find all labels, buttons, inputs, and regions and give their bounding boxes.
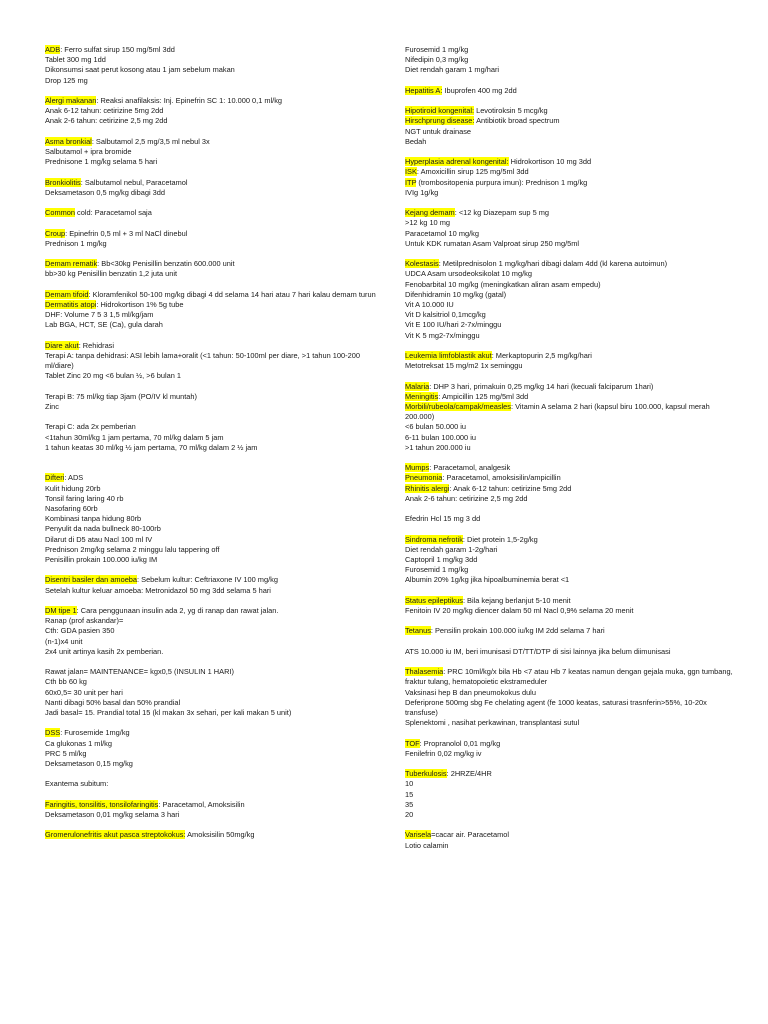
condition-highlight: Faringitis, tonsilitis, tonsilofaringitis (45, 799, 159, 809)
left-column (45, 45, 380, 851)
text-line: Anak 6-12 tahun: cetirizine 5mg 2dd (45, 106, 164, 116)
text-line (45, 341, 380, 351)
right-column (405, 45, 740, 861)
treatment-text: cold: Paracetamol saja (74, 208, 152, 218)
condition-highlight: Demam tifoid (45, 289, 89, 299)
text-line: Furosemid 1 mg/kg (405, 565, 469, 575)
text-line: Deksametason 0,15 mg/kg (45, 758, 133, 768)
text-line: Terapi C: ada 2x pemberian (45, 422, 136, 432)
text-line (405, 484, 740, 494)
treatment-text: : Paracetamol, Amoksisilin (158, 799, 245, 809)
text-line (405, 382, 740, 392)
drug-entry (405, 514, 740, 524)
text-line: Anak 2-6 tahun: cetirizine 2,5 mg 2dd (405, 493, 528, 503)
text-line: Tablet Zinc 20 mg <6 bulan ½, >6 bulan 1 (45, 371, 181, 381)
condition-highlight: Hyperplasia adrenal kongenital: (405, 157, 509, 167)
drug-entry (45, 208, 380, 218)
text-line: Ca glukonas 1 ml/kg (45, 738, 112, 748)
text-line: Tonsil faring laring 40 rb (45, 493, 124, 503)
text-line (45, 830, 380, 840)
condition-highlight: Mumps (405, 463, 430, 473)
treatment-text: : DHP 3 hari, primakuin 0,25 mg/kg 14 hari (kecuali falciparum 1hari) (429, 381, 654, 391)
condition-highlight: Kolestasis (405, 259, 439, 269)
drug-entry (45, 606, 380, 657)
text-line (45, 606, 380, 616)
text-line: Jadi basal= 15. Prandial total 15 (kl makan 3x sehari, per kali makan 5 unit) (45, 707, 292, 717)
text-line (45, 229, 380, 239)
text-line (405, 392, 740, 402)
condition-highlight: Dermatitis atopi (45, 299, 97, 309)
text-line: Metotreksat 15 mg/m2 1x seminggu (405, 361, 523, 371)
drug-entry (405, 739, 740, 759)
text-line (45, 178, 380, 188)
treatment-text: : Diet protein 1,5-2g/kg (462, 534, 538, 544)
text-line: Fenitoin IV 20 mg/kg diencer dalam 50 ml Nacl 0,9% selama 20 menit (405, 606, 634, 615)
treatment-text: : Bila kejang berlanjut 5-10 menit (462, 595, 571, 605)
treatment-text: : Anak 6-12 tahun: cetirizine 5mg 2dd (449, 483, 572, 493)
text-line (45, 473, 380, 483)
drug-entry (405, 106, 740, 147)
condition-highlight: Leukemia limfoblastik akut (405, 351, 492, 360)
drug-entry (405, 667, 740, 728)
drug-entry (405, 647, 740, 657)
text-line: Furosemid 1 mg/kg (405, 45, 469, 54)
treatment-text: : Propranolol 0,01 mg/kg (419, 738, 501, 748)
text-line: Vit E 100 IU/hari 2-7x/minggu (405, 320, 502, 330)
text-line: Vit K 5 mg2-7x/minggu (405, 330, 480, 340)
condition-highlight: DM tipe 1 (45, 605, 77, 615)
condition-highlight: ITP (405, 177, 417, 187)
condition-highlight: Rhinitis alergi (405, 483, 450, 493)
treatment-text: : Vitamin A selama 2 hari (kapsul biru 100.000, kapsul merah 200.000) (405, 402, 710, 422)
text-line (405, 259, 740, 269)
text-line: Lab BGA, HCT, SE (Ca), gula darah (45, 320, 163, 330)
text-line: Difenhidramin 10 mg/kg (gatal) (405, 289, 507, 299)
drug-entry (45, 575, 380, 595)
condition-highlight: Alergi makanan (45, 96, 97, 105)
text-line: Nasofaring 60rb (45, 503, 98, 513)
text-line: Exantema subitum: (45, 779, 109, 789)
condition-highlight: Hirschprung disease: (405, 116, 475, 126)
text-line (405, 178, 740, 188)
condition-highlight: Meningitis (405, 391, 439, 401)
text-line (45, 45, 380, 55)
text-line (45, 575, 380, 585)
text-line (405, 626, 740, 636)
text-line (45, 800, 380, 810)
text-line: >12 kg 10 mg (405, 218, 450, 228)
text-line (405, 106, 740, 116)
condition-highlight: Common (45, 208, 75, 218)
treatment-text: : Amoxicillin sirup 125 mg/5ml 3dd (416, 167, 529, 177)
text-line: Drop 125 mg (45, 75, 88, 85)
text-line: Nanti dibagi 50% basal dan 50% prandial (45, 697, 181, 707)
drug-entry (45, 779, 380, 789)
treatment-text: : Pensilin prokain 100.000 iu/kg IM 2dd selama 7 hari (430, 626, 605, 636)
drug-entry (405, 259, 740, 341)
drug-entry (405, 463, 740, 504)
treatment-text: : Paracetamol, analgesik (429, 463, 511, 473)
treatment-text: Ibuprofen 400 mg 2dd (442, 85, 517, 95)
condition-highlight: Difteri (45, 473, 65, 483)
condition-highlight: Bronkiolitis (45, 177, 81, 187)
drug-entry (45, 178, 380, 198)
text-line: (n-1)x4 unit (45, 636, 83, 646)
treatment-text: : Rehidrasi (78, 340, 115, 350)
text-line: Bedah (405, 136, 427, 146)
condition-highlight: Hepatitis A: (405, 85, 443, 95)
drug-entry (405, 535, 740, 586)
text-line: 1 tahun keatas 30 ml/kg ½ jam pertama, 70 ml/kg dalam 2 ½ jam (45, 442, 258, 452)
treatment-text: : PRC 10ml/kg/x bila Hb <7 atau Hb 7 keatas namun dengan gejala muka, ggn tumbang, fraktur tulang, hematopoietic ekstrameduler (405, 667, 733, 687)
drug-entry (45, 45, 380, 86)
treatment-text: : Ampicillin 125 mg/5ml 3dd (438, 391, 529, 401)
text-line (45, 96, 380, 106)
text-line: <1tahun 30ml/kg 1 jam pertama, 70 ml/kg dalam 5 jam (45, 432, 224, 442)
condition-highlight: Thalasemia (405, 667, 444, 677)
drug-entry (405, 626, 740, 636)
text-line (405, 86, 740, 96)
drug-entry (45, 422, 380, 463)
text-line: >1 tahun 200.000 iu (405, 442, 471, 452)
text-line: DHF: Volume 7 5 3 1,5 ml/kg/jam (45, 310, 154, 320)
drug-entry (405, 351, 740, 371)
treatment-text: : Paracetamol, amoksisilin/ampicillin (442, 473, 561, 483)
text-line: Albumin 20% 1g/kg jika hipoalbuminemia berat <1 (405, 575, 570, 585)
text-line: IVIg 1g/kg (405, 187, 439, 197)
text-line: Rawat jalan= MAINTENANCE= kgx0,5 (INSULIN 1 HARI) (45, 667, 234, 677)
drug-entry (45, 259, 380, 279)
drug-entry (45, 229, 380, 249)
text-line (405, 596, 740, 606)
drug-entry (45, 728, 380, 769)
drug-entry (405, 208, 740, 249)
drug-entry (405, 830, 740, 850)
text-line: Captopril 1 mg/kg 3dd (405, 555, 478, 564)
text-line: Tablet 300 mg 1dd (45, 55, 106, 65)
condition-highlight: Varisela (405, 830, 432, 840)
drug-entry (45, 290, 380, 331)
text-line: Prednison 1 mg/kg (45, 238, 107, 248)
text-line: Anak 2-6 tahun: cetirizine 2,5 mg 2dd (45, 116, 168, 126)
text-line: Prednisone 1 mg/kg selama 5 hari (45, 157, 158, 167)
text-line: Prednison 2mg/kg selama 2 minggu lalu tappering off (45, 544, 220, 554)
treatment-text: Amoksisilin 50mg/kg (185, 830, 255, 840)
text-line: Cth bb 60 kg (45, 677, 87, 687)
condition-highlight: Tetanus (405, 626, 431, 636)
text-line: Nifedipin 0,3 mg/kg (405, 55, 469, 65)
text-line: Terapi B: 75 ml/kg tiap 3jam (PO/IV kl muntah) (45, 391, 197, 401)
text-line (405, 463, 740, 473)
text-line (405, 473, 740, 483)
text-line: Vit D kalsitriol 0,1mcg/kg (405, 310, 486, 320)
drug-entry (405, 45, 740, 76)
text-line (405, 157, 740, 167)
text-line: Penisillin prokain 100.000 iu/kg IM (45, 554, 158, 564)
drug-entry (405, 157, 740, 198)
condition-highlight: Tuberkulosis (405, 769, 447, 779)
text-line: Kombinasi tanpa hidung 80rb (45, 514, 142, 524)
treatment-text: Hidrokortison 10 mg 3dd (508, 157, 592, 167)
condition-highlight: DSS (45, 728, 61, 738)
text-line (45, 259, 380, 269)
text-line: Dikonsumsi saat perut kosong atau 1 jam sebelum makan (45, 65, 235, 75)
text-line: Salbutamol + ipra bromide (45, 147, 132, 156)
text-line: Kulit hidung 20rb (45, 483, 101, 493)
condition-highlight: Kejang demam (405, 208, 455, 218)
text-line: 60x0,5= 30 unit per hari (45, 687, 123, 697)
drug-entry (45, 473, 380, 565)
condition-highlight: Hipotiroid kongenital: (405, 106, 475, 116)
condition-highlight: ADB (45, 45, 61, 54)
text-line: Diet rendah garam 1-2g/hari (405, 544, 498, 554)
text-line (405, 351, 740, 361)
text-line: Setelah kultur keluar amoeba: Metronidazol 50 mg 3dd selama 5 hari (45, 585, 271, 595)
drug-entry (405, 382, 740, 453)
text-line: Splenektomi , nasihat perkawinan, transplantasi sutul (405, 718, 580, 728)
text-line: Fenobarbital 10 mg/kg (meningkatkan aliran asam empedu) (405, 279, 601, 289)
text-line (405, 116, 740, 126)
treatment-text: : Salbutamol 2,5 mg/3,5 ml nebul 3x (91, 136, 210, 146)
treatment-text: =cacar air. Paracetamol (431, 830, 509, 840)
text-line (405, 167, 740, 177)
text-line: 20 (405, 809, 414, 819)
text-line: 2x4 unit artinya kasih 2x pemberian. (45, 646, 164, 656)
text-line (45, 208, 380, 218)
condition-highlight: Croup (45, 228, 66, 238)
text-line: Deksametason 0,01 mg/kg selama 3 hari (45, 809, 180, 819)
text-line: Dilarut di D5 atau Nacl 100 ml IV (45, 534, 153, 544)
text-line: Fenilefrin 0,02 mg/kg iv (405, 748, 482, 758)
text-line: 10 (405, 779, 414, 789)
text-line (45, 290, 380, 300)
treatment-text: Levotiroksin 5 mcg/kg (474, 106, 548, 116)
text-line: 35 (405, 799, 414, 809)
treatment-text: : <12 kg Diazepam sup 5 mg (454, 208, 549, 218)
text-line: ATS 10.000 iu IM, beri imunisasi DT/TT/DTP di sisi lainnya jika belum diimunisasi (405, 646, 671, 656)
drug-entry (45, 830, 380, 840)
treatment-text: : 2HRZE/4HR (446, 769, 492, 779)
text-line (405, 739, 740, 749)
text-line (45, 300, 380, 310)
text-line: UDCA Asam ursodeoksikolat 10 mg/kg (405, 269, 532, 279)
treatment-text: : Cara penggunaan insulin ada 2, yg di ranap dan rawat jalan. (76, 605, 279, 615)
treatment-text: : Merkaptopurin 2,5 mg/kg/hari (491, 351, 592, 360)
text-line (405, 769, 740, 779)
text-line (45, 137, 380, 147)
condition-highlight: Pneumonia (405, 473, 443, 483)
text-line: Penyulit da nada bullneck 80-100rb (45, 524, 161, 534)
drug-entry (405, 769, 740, 820)
treatment-text: : Epinefrin 0,5 ml + 3 ml NaCl dinebul (65, 228, 188, 238)
text-line: Cth: GDA pasien 350 (45, 626, 115, 636)
condition-highlight: Sindroma nefrotik (405, 534, 463, 544)
condition-highlight: Demam rematik (45, 259, 98, 269)
treatment-text: Antibiotik broad spectrum (474, 116, 560, 126)
text-line: Paracetamol 10 mg/kg (405, 228, 479, 238)
text-line: Deferiprone 500mg sbg Fe chelating agent (fe 1000 keatas, saturasi trasnferin>55%, 10-20x transfuse) (405, 697, 707, 717)
text-line: Vaksinasi hep B dan pneumokokus dulu (405, 687, 536, 697)
treatment-text: (trombositopenia purpura imun): Prednison 1 mg/kg (416, 177, 588, 187)
text-line (45, 453, 380, 463)
text-line: Ranap (prof askandar)= (45, 616, 124, 626)
condition-highlight: Status epileptikus (405, 595, 463, 605)
drug-entry (45, 392, 380, 412)
text-line: bb>30 kg Penisillin benzatin 1,2 juta unit (45, 269, 178, 279)
condition-highlight: Morbili/rubeola/campak/measles (405, 402, 511, 411)
text-line (405, 535, 740, 545)
drug-entry (405, 86, 740, 96)
drug-entry (45, 137, 380, 168)
text-line: Diet rendah garam 1 mg/hari (405, 65, 500, 75)
text-line: 6-11 bulan 100.000 iu (405, 432, 476, 442)
treatment-text: : Ferro sulfat sirup 150 mg/5ml 3dd (60, 45, 175, 54)
treatment-text: : Furosemide 1mg/kg (60, 728, 130, 738)
text-line (405, 667, 740, 687)
condition-highlight: Disentri basiler dan amoeba (45, 575, 138, 585)
treatment-text: : Hidrokortison 1% 5g tube (96, 299, 184, 309)
drug-entry (45, 96, 380, 127)
drug-entry (45, 341, 380, 382)
condition-highlight: Gromerulonefritis akut pasca streptokokus: (45, 830, 186, 840)
treatment-text: : Metilprednisolon 1 mg/kg/hari dibagi dalam 4dd (kl karena autoimun) (438, 259, 668, 269)
drug-entry (45, 800, 380, 820)
condition-highlight: Malaria (405, 381, 430, 391)
treatment-text: : Reaksi anafilaksis: Inj. Epinefrin SC 1: 10.000 0,1 ml/kg (96, 96, 283, 105)
text-line: Zinc (45, 401, 59, 411)
text-line: Terapi A: tanpa dehidrasi: ASI lebih lama+oralit (<1 tahun: 50-100ml per diare, >1 tahun 100-200 ml/diare) (45, 350, 360, 371)
treatment-text: : Salbutamol nebul, Paracetamol (80, 177, 188, 187)
text-line (405, 830, 740, 840)
text-line: Vit A 10.000 IU (405, 300, 454, 309)
text-line (45, 728, 380, 738)
text-line: <6 bulan 50.000 iu (405, 422, 467, 432)
text-line: NGT untuk drainase (405, 126, 472, 136)
text-line: Untuk KDK rumatan Asam Valproat sirup 250 mg/5ml (405, 238, 580, 248)
drug-entry (405, 596, 740, 616)
text-line: Efedrin Hcl 15 mg 3 dd (405, 514, 481, 524)
condition-highlight: Asma bronkial (45, 136, 92, 146)
text-line: Lotio calamin (405, 840, 449, 850)
treatment-text: : Kloramfenikol 50-100 mg/kg dibagi 4 dd selama 14 hari atau 7 hari kalau demam turun (88, 289, 376, 299)
text-line (405, 208, 740, 218)
text-line: Deksametason 0,5 mg/kg dibagi 3dd (45, 187, 165, 197)
text-line: PRC 5 ml/kg (45, 748, 87, 758)
text-line (405, 402, 740, 422)
text-line: 15 (405, 789, 414, 799)
treatment-text: : Sebelum kultur: Ceftriaxone IV 100 mg/kg (137, 575, 278, 585)
treatment-text: : ADS (64, 473, 84, 483)
condition-highlight: Diare akut (45, 340, 79, 350)
treatment-text: : Bb<30kg Penisillin benzatin 600.000 unit (97, 259, 235, 269)
condition-highlight: ISK (405, 167, 417, 177)
drug-entry (45, 667, 380, 718)
condition-highlight: TOF (405, 738, 420, 748)
